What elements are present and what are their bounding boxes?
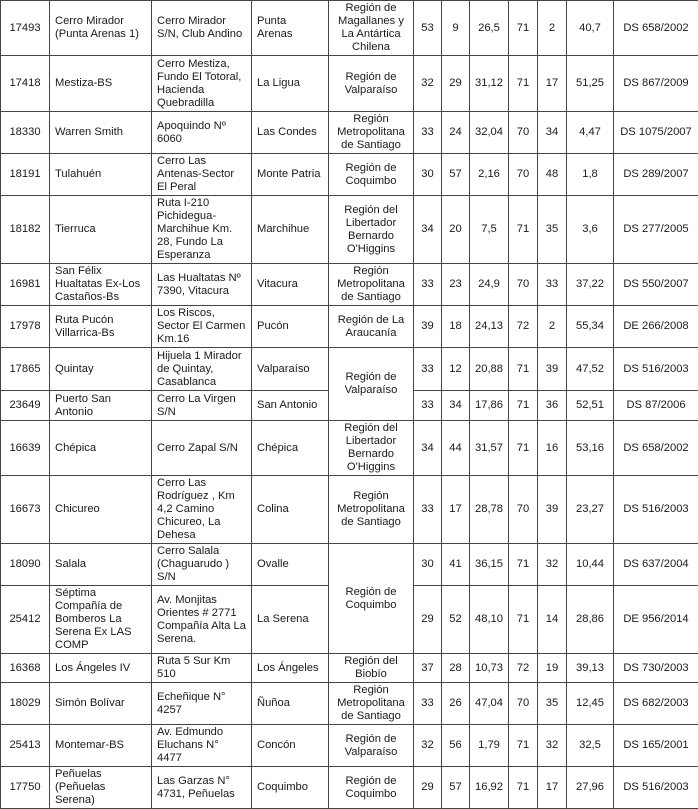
value-4: 70 xyxy=(509,264,538,306)
value-2: 12 xyxy=(442,348,470,391)
value-2: 34 xyxy=(442,391,470,421)
station-address: Cerro Salala (Chaguarudo ) S/N xyxy=(152,544,252,586)
station-id: 16981 xyxy=(1,264,50,306)
table-row xyxy=(1,306,698,348)
value-4: 72 xyxy=(509,306,538,348)
decree: DS 867/2009 xyxy=(614,56,698,112)
station-id: 18330 xyxy=(1,112,50,154)
decree: DS 658/2002 xyxy=(614,1,698,56)
station-name: Salala xyxy=(50,544,152,586)
value-4: 71 xyxy=(509,421,538,476)
decree: DS 682/2003 xyxy=(614,683,698,725)
value-4: 71 xyxy=(509,767,538,809)
station-commune: Coquimbo xyxy=(252,767,329,809)
table-row xyxy=(1,264,698,306)
station-address: Cerro Zapal S/N xyxy=(152,421,252,476)
station-address: Los Riscos, Sector El Carmen Km.16 xyxy=(152,306,252,348)
value-3: 48,10 xyxy=(470,586,509,654)
station-name: Cerro Mirador (Punta Arenas 1) xyxy=(50,1,152,56)
value-1: 33 xyxy=(414,112,442,154)
station-region: Región de La Araucanía xyxy=(329,306,414,348)
table-row xyxy=(1,348,698,391)
station-commune: Vitacura xyxy=(252,264,329,306)
station-commune: San Antonio xyxy=(252,391,329,421)
value-5: 17 xyxy=(538,56,567,112)
station-region: Región Metropolitana de Santiago xyxy=(329,264,414,306)
value-5: 14 xyxy=(538,586,567,654)
decree: DS 289/2007 xyxy=(614,154,698,196)
station-id: 17493 xyxy=(1,1,50,56)
station-id: 25413 xyxy=(1,725,50,767)
station-id: 23649 xyxy=(1,391,50,421)
value-3: 24,13 xyxy=(470,306,509,348)
value-4: 72 xyxy=(509,654,538,683)
value-4: 71 xyxy=(509,391,538,421)
station-region: Región del Biobío xyxy=(329,654,414,683)
table-row xyxy=(1,112,698,154)
station-address: Av. Monjitas Orientes # 2771 Compañía Alta La Serena. xyxy=(152,586,252,654)
value-3: 36,15 xyxy=(470,544,509,586)
value-2: 29 xyxy=(442,56,470,112)
station-name: Tierruca xyxy=(50,196,152,264)
value-3: 26,5 xyxy=(470,1,509,56)
value-1: 37 xyxy=(414,654,442,683)
table-row xyxy=(1,654,698,683)
value-1: 32 xyxy=(414,56,442,112)
station-region: Región de Valparaíso xyxy=(329,725,414,767)
value-1: 33 xyxy=(414,348,442,391)
value-1: 33 xyxy=(414,264,442,306)
station-commune: Pucón xyxy=(252,306,329,348)
table-row xyxy=(1,1,698,56)
table-row xyxy=(1,154,698,196)
station-commune: La Serena xyxy=(252,586,329,654)
table-row xyxy=(1,421,698,476)
station-name: Puerto San Antonio xyxy=(50,391,152,421)
station-region: Región del Libertador Bernardo O'Higgins xyxy=(329,421,414,476)
station-id: 16368 xyxy=(1,654,50,683)
value-1: 32 xyxy=(414,725,442,767)
table-row xyxy=(1,767,698,809)
value-6: 28,86 xyxy=(567,586,614,654)
value-2: 41 xyxy=(442,544,470,586)
station-address: Cerro Mestiza, Fundo El Totoral, Hacienda Quebradilla xyxy=(152,56,252,112)
station-id: 18191 xyxy=(1,154,50,196)
value-2: 44 xyxy=(442,421,470,476)
value-2: 57 xyxy=(442,154,470,196)
value-2: 57 xyxy=(442,767,470,809)
value-3: 1,79 xyxy=(470,725,509,767)
table-row xyxy=(1,683,698,725)
value-4: 71 xyxy=(509,725,538,767)
station-commune: La Ligua xyxy=(252,56,329,112)
value-5: 17 xyxy=(538,767,567,809)
value-6: 47,52 xyxy=(567,348,614,391)
station-id: 16673 xyxy=(1,476,50,544)
value-5: 16 xyxy=(538,421,567,476)
value-3: 28,78 xyxy=(470,476,509,544)
station-address: Hijuela 1 Mirador de Quintay, Casablanca xyxy=(152,348,252,391)
station-address: Ruta 5 Sur Km 510 xyxy=(152,654,252,683)
station-id: 25412 xyxy=(1,586,50,654)
station-id: 17418 xyxy=(1,56,50,112)
value-6: 51,25 xyxy=(567,56,614,112)
station-name: Los Ángeles IV xyxy=(50,654,152,683)
station-address: Echeñique N° 4257 xyxy=(152,683,252,725)
decree: DS 277/2005 xyxy=(614,196,698,264)
station-region: Región de Coquimbo xyxy=(329,544,414,654)
value-4: 71 xyxy=(509,196,538,264)
value-3: 17,86 xyxy=(470,391,509,421)
value-2: 26 xyxy=(442,683,470,725)
station-commune: Monte Patria xyxy=(252,154,329,196)
station-commune: Ovalle xyxy=(252,544,329,586)
value-6: 40,7 xyxy=(567,1,614,56)
value-2: 9 xyxy=(442,1,470,56)
table-row xyxy=(1,476,698,544)
value-5: 35 xyxy=(538,683,567,725)
table-row xyxy=(1,725,698,767)
decree: DS 730/2003 xyxy=(614,654,698,683)
value-4: 71 xyxy=(509,56,538,112)
value-6: 23,27 xyxy=(567,476,614,544)
value-6: 12,45 xyxy=(567,683,614,725)
value-3: 16,92 xyxy=(470,767,509,809)
station-name: Mestiza-BS xyxy=(50,56,152,112)
value-2: 28 xyxy=(442,654,470,683)
station-region: Región de Coquimbo xyxy=(329,767,414,809)
value-2: 18 xyxy=(442,306,470,348)
station-id: 17865 xyxy=(1,348,50,391)
station-name: Ruta Pucón Villarrica-Bs xyxy=(50,306,152,348)
station-commune: Las Condes xyxy=(252,112,329,154)
value-1: 53 xyxy=(414,1,442,56)
value-4: 71 xyxy=(509,1,538,56)
station-region: Región de Coquimbo xyxy=(329,154,414,196)
value-6: 52,51 xyxy=(567,391,614,421)
station-id: 18090 xyxy=(1,544,50,586)
value-5: 32 xyxy=(538,544,567,586)
station-address: Apoquindo Nº 6060 xyxy=(152,112,252,154)
value-2: 20 xyxy=(442,196,470,264)
station-commune: Ñuñoa xyxy=(252,683,329,725)
value-3: 24,9 xyxy=(470,264,509,306)
station-region: Región del Libertador Bernardo O'Higgins xyxy=(329,196,414,264)
station-name: Peñuelas (Peñuelas Serena) xyxy=(50,767,152,809)
value-6: 3,6 xyxy=(567,196,614,264)
value-1: 39 xyxy=(414,306,442,348)
station-name: Warren Smith xyxy=(50,112,152,154)
value-6: 1,8 xyxy=(567,154,614,196)
value-6: 4,47 xyxy=(567,112,614,154)
station-id: 17750 xyxy=(1,767,50,809)
station-address: Cerro Mirador S/N, Club Andino xyxy=(152,1,252,56)
value-5: 39 xyxy=(538,476,567,544)
station-name: Chicureo xyxy=(50,476,152,544)
value-6: 55,34 xyxy=(567,306,614,348)
station-region: Región Metropolitana de Santiago xyxy=(329,112,414,154)
station-region: Región Metropolitana de Santiago xyxy=(329,683,414,725)
decree: DS 516/2003 xyxy=(614,767,698,809)
decree: DE 266/2008 xyxy=(614,306,698,348)
station-commune: Concón xyxy=(252,725,329,767)
value-2: 23 xyxy=(442,264,470,306)
value-5: 35 xyxy=(538,196,567,264)
station-region: Región de Valparaíso xyxy=(329,56,414,112)
decree: DS 1075/2007 xyxy=(614,112,698,154)
value-4: 70 xyxy=(509,112,538,154)
value-5: 39 xyxy=(538,348,567,391)
value-2: 56 xyxy=(442,725,470,767)
value-5: 19 xyxy=(538,654,567,683)
value-2: 24 xyxy=(442,112,470,154)
value-6: 37,22 xyxy=(567,264,614,306)
station-id: 17978 xyxy=(1,306,50,348)
station-id: 18029 xyxy=(1,683,50,725)
value-6: 10,44 xyxy=(567,544,614,586)
value-3: 32,04 xyxy=(470,112,509,154)
value-3: 31,12 xyxy=(470,56,509,112)
value-1: 33 xyxy=(414,391,442,421)
value-4: 70 xyxy=(509,476,538,544)
station-address: Las Hualtatas Nº 7390, Vitacura xyxy=(152,264,252,306)
station-name: Chépica xyxy=(50,421,152,476)
value-1: 33 xyxy=(414,683,442,725)
value-2: 52 xyxy=(442,586,470,654)
value-6: 32,5 xyxy=(567,725,614,767)
value-1: 33 xyxy=(414,476,442,544)
value-1: 34 xyxy=(414,196,442,264)
value-5: 2 xyxy=(538,306,567,348)
table-row xyxy=(1,196,698,264)
value-6: 39,13 xyxy=(567,654,614,683)
value-1: 30 xyxy=(414,154,442,196)
station-name: Simón Bolívar xyxy=(50,683,152,725)
station-name: Montemar-BS xyxy=(50,725,152,767)
value-5: 32 xyxy=(538,725,567,767)
value-4: 71 xyxy=(509,348,538,391)
value-3: 47,04 xyxy=(470,683,509,725)
decree: DS 637/2004 xyxy=(614,544,698,586)
value-4: 71 xyxy=(509,586,538,654)
decree: DS 658/2002 xyxy=(614,421,698,476)
value-4: 70 xyxy=(509,154,538,196)
decree: DS 516/2003 xyxy=(614,348,698,391)
table-row xyxy=(1,56,698,112)
station-name: Tulahuén xyxy=(50,154,152,196)
value-3: 20,88 xyxy=(470,348,509,391)
value-5: 33 xyxy=(538,264,567,306)
table-row xyxy=(1,544,698,586)
value-4: 70 xyxy=(509,683,538,725)
value-1: 30 xyxy=(414,544,442,586)
decree: DS 550/2007 xyxy=(614,264,698,306)
station-id: 16639 xyxy=(1,421,50,476)
decree: DE 956/2014 xyxy=(614,586,698,654)
station-id: 18182 xyxy=(1,196,50,264)
value-3: 10,73 xyxy=(470,654,509,683)
station-address: Cerro Las Antenas-Sector El Peral xyxy=(152,154,252,196)
station-commune: Punta Arenas xyxy=(252,1,329,56)
station-name: San Félix Hualtatas Ex-Los Castaños-Bs xyxy=(50,264,152,306)
station-address: Ruta I-210 Pichidegua-Marchihue Km. 28, Fundo La Esperanza xyxy=(152,196,252,264)
value-5: 36 xyxy=(538,391,567,421)
station-commune: Colina xyxy=(252,476,329,544)
value-4: 71 xyxy=(509,544,538,586)
value-1: 29 xyxy=(414,586,442,654)
station-name: Séptima Compañía de Bomberos La Serena Ex LAS COMP xyxy=(50,586,152,654)
value-5: 2 xyxy=(538,1,567,56)
value-5: 34 xyxy=(538,112,567,154)
station-name: Quintay xyxy=(50,348,152,391)
station-region: Región de Valparaíso xyxy=(329,348,414,421)
value-3: 31,57 xyxy=(470,421,509,476)
station-commune: Valparaíso xyxy=(252,348,329,391)
station-address: Cerro Las Rodríguez , Km 4,2 Camino Chicureo, La Dehesa xyxy=(152,476,252,544)
station-address: Cerro La Virgen S/N xyxy=(152,391,252,421)
value-6: 27,96 xyxy=(567,767,614,809)
station-region: Región Metropolitana de Santiago xyxy=(329,476,414,544)
value-6: 53,16 xyxy=(567,421,614,476)
decree: DS 516/2003 xyxy=(614,476,698,544)
value-1: 29 xyxy=(414,767,442,809)
station-commune: Marchihue xyxy=(252,196,329,264)
station-address: Las Garzas N° 4731, Peñuelas xyxy=(152,767,252,809)
value-5: 48 xyxy=(538,154,567,196)
decree: DS 87/2006 xyxy=(614,391,698,421)
station-commune: Chépica xyxy=(252,421,329,476)
station-region: Región de Magallanes y La Antártica Chilena xyxy=(329,1,414,56)
value-2: 17 xyxy=(442,476,470,544)
value-3: 7,5 xyxy=(470,196,509,264)
value-1: 34 xyxy=(414,421,442,476)
value-3: 2,16 xyxy=(470,154,509,196)
decree: DS 165/2001 xyxy=(614,725,698,767)
station-address: Av. Edmundo Eluchans N° 4477 xyxy=(152,725,252,767)
station-commune: Los Ángeles xyxy=(252,654,329,683)
